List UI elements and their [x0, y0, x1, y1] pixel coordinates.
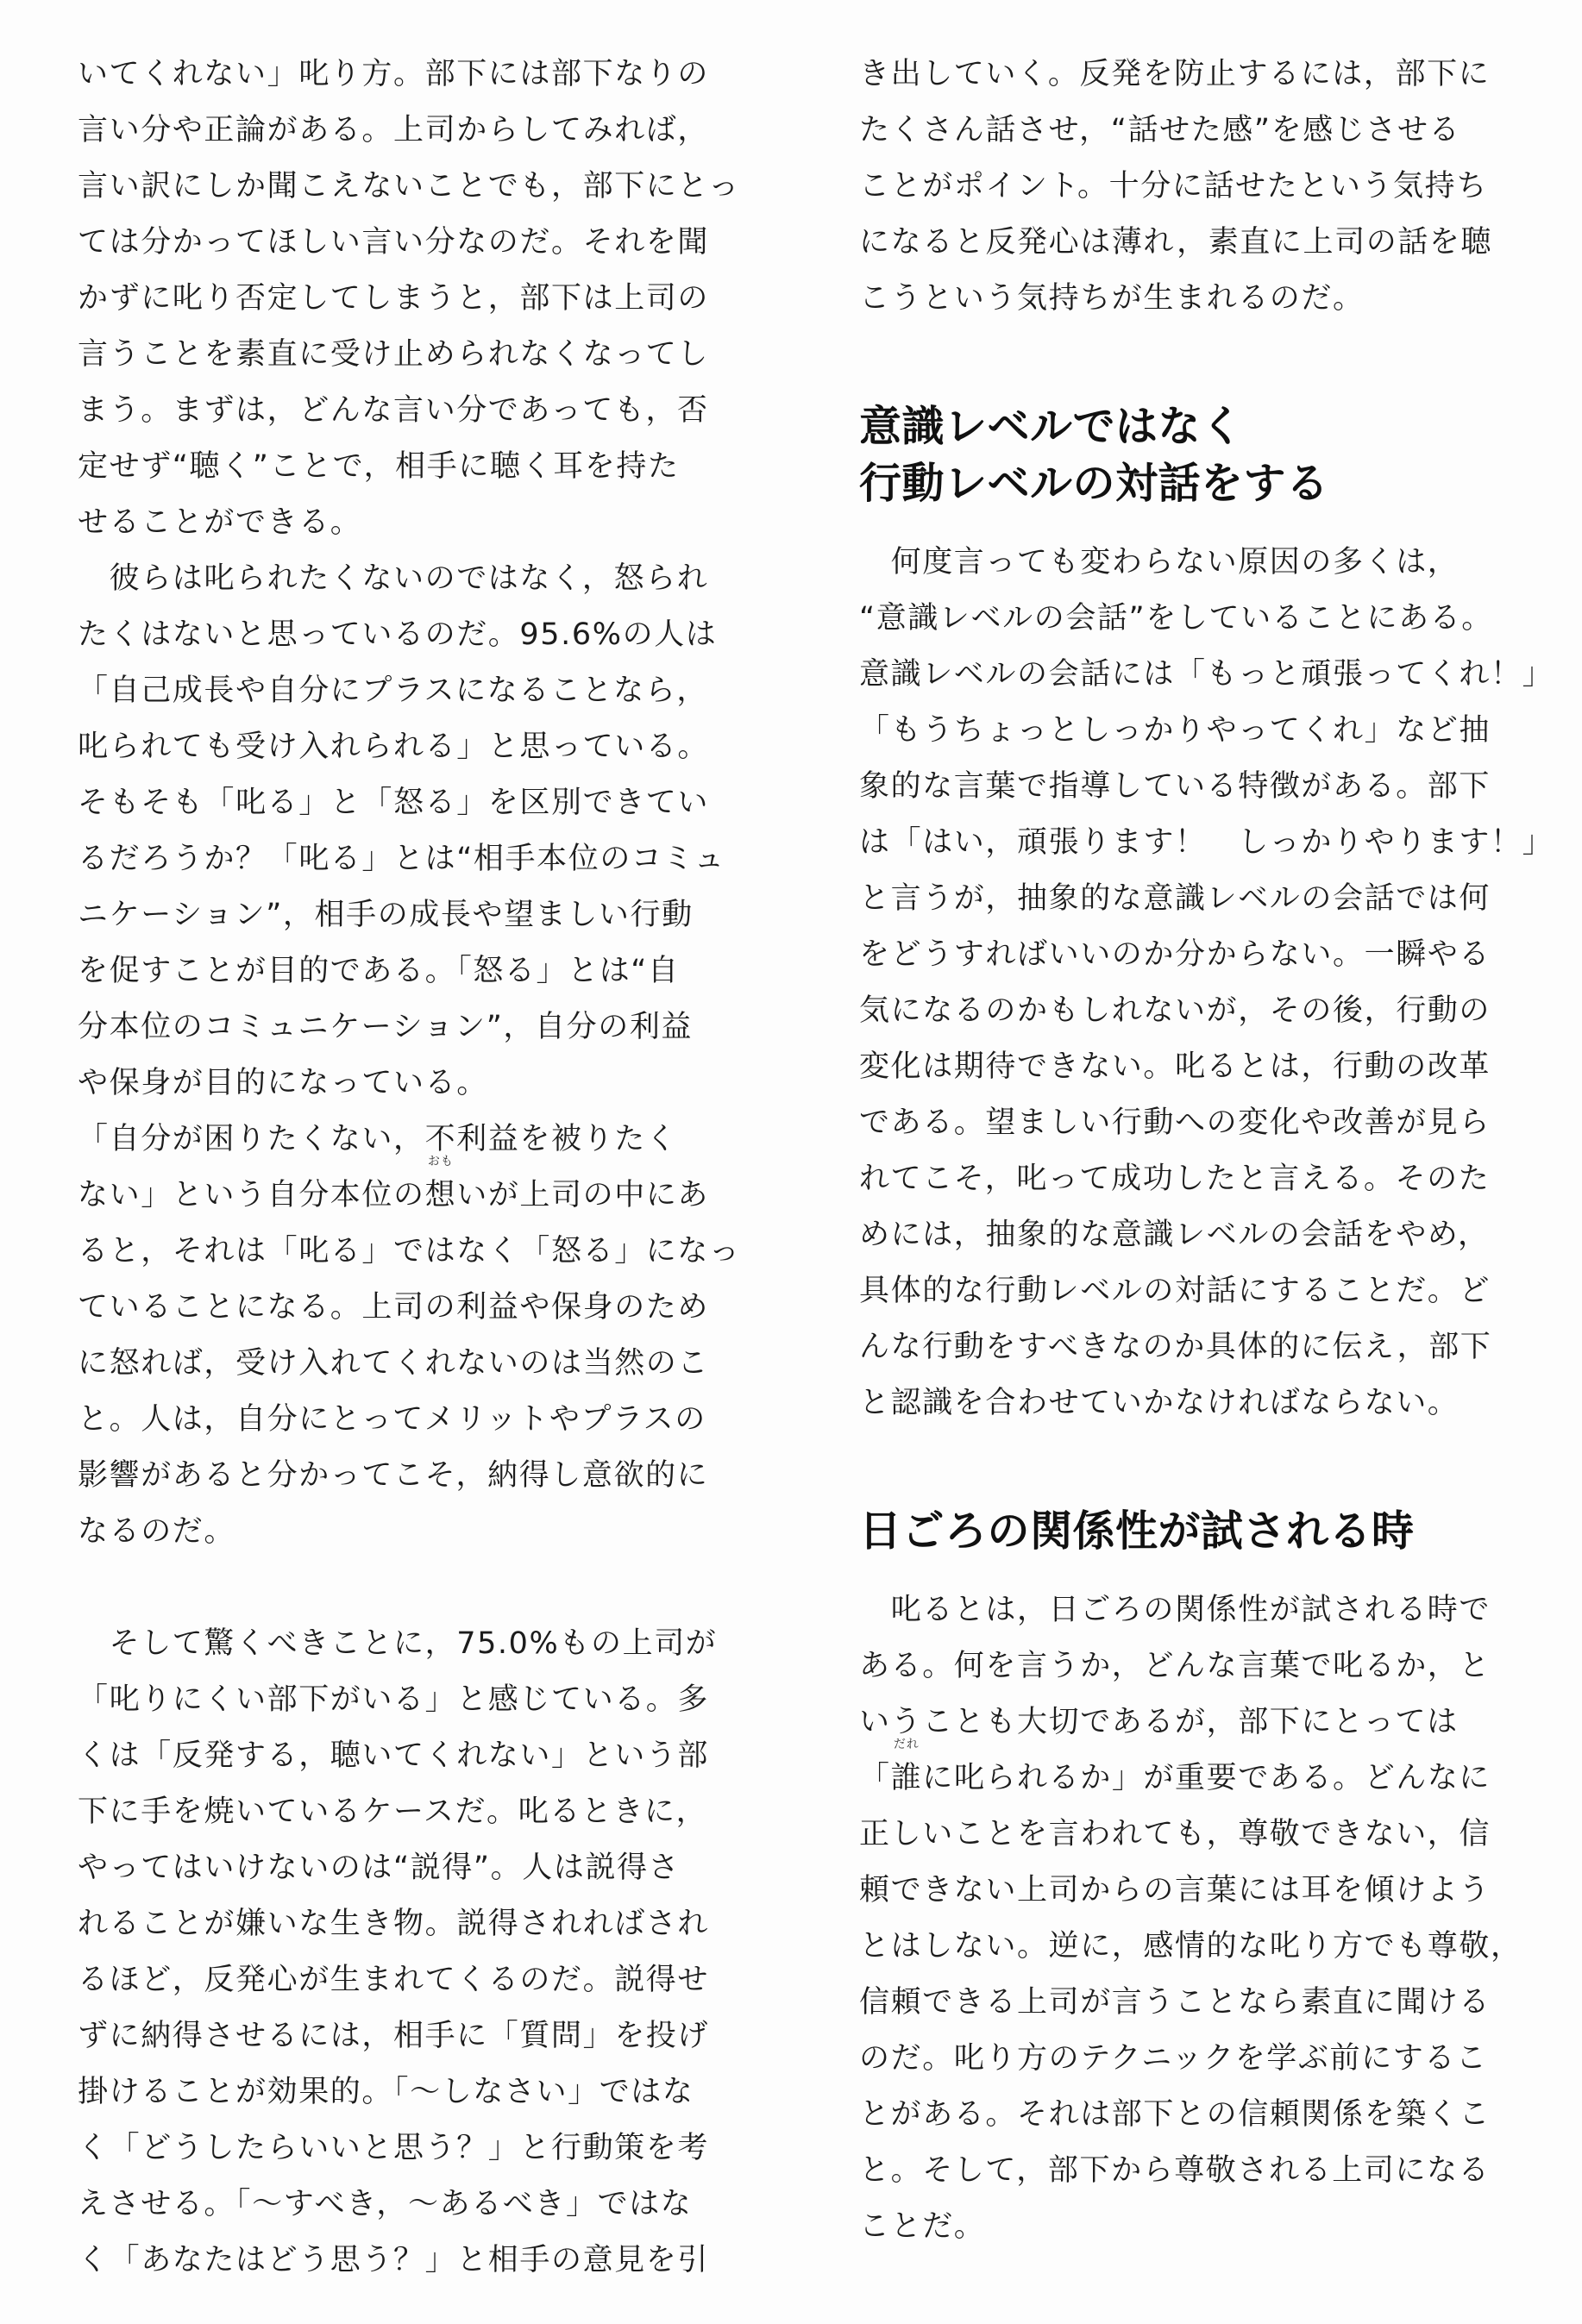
text-line: と認識を合わせていかなければならない。 — [859, 1386, 1460, 1420]
right-paragraph-3 — [859, 1582, 1546, 2255]
text-line: めには，抽象的な意識レベルの会話をやめ， — [859, 1218, 1490, 1252]
text-line: 象的な言葉で指導している特徴がある。部下 — [859, 769, 1491, 804]
text-line: 彼らは叱られたくないのではなく，怒られ — [78, 561, 709, 596]
text-line: と言うが，抽象的な意識レベルの会話では何 — [859, 881, 1491, 916]
text-line: たくさん話させ，“話せた感”を感じさせる — [859, 113, 1461, 147]
text-line: ことだ。 — [859, 2209, 986, 2244]
text-line: こうという気持ちが生まれるのだ。 — [859, 281, 1365, 316]
text-line: やってはいけないのは“説得”。人は説得さ — [78, 1851, 681, 1885]
text-line: く「あなたはどう思う？」と相手の意見を引 — [78, 2243, 710, 2277]
text-line: るほど，反発心が生まれてくるのだ。説得せ — [78, 1963, 710, 1997]
text-line: れてこそ，叱って成功したと言える。そのた — [859, 1162, 1491, 1196]
text-line: 正しいことを言われても，尊敬できない，信 — [859, 1817, 1491, 1851]
left-paragraph-1 — [78, 47, 764, 551]
ruby-word — [890, 1738, 923, 1807]
text-line: 「もうちょっとしっかりやってくれ」など抽 — [859, 713, 1491, 748]
text-line: せることができる。 — [78, 505, 362, 540]
section-spacer — [859, 327, 1546, 383]
text-line-with-ruby — [859, 1738, 1546, 1807]
text-line: である。望ましい行動への変化や改善が見ら — [859, 1106, 1491, 1140]
text-line: 叱るとは，日ごろの関係性が試される時で — [859, 1593, 1491, 1627]
text-line: かずに叱り否定してしまうと，部下は上司の — [78, 281, 710, 316]
section-spacer — [859, 1431, 1546, 1488]
text-line: 意識レベルの会話には「もっと頑張ってくれ！」 — [859, 657, 1554, 692]
ruby-base: 想 — [424, 1178, 457, 1212]
text-line: や保身が目的になっている。 — [78, 1066, 488, 1100]
text-line: えさせる。「〜すべき，〜あるべき」ではな — [78, 2187, 693, 2221]
text-line: 気になるのかもしれないが，その後，行動の — [859, 993, 1491, 1028]
text-line: 言い分や正論がある。上司からしてみれば， — [78, 113, 710, 147]
text-segment: 「 — [859, 1761, 891, 1795]
text-line: 「自分が困りたくない，不利益を被りたく — [78, 1122, 678, 1156]
text-line: そして驚くべきことに，75.0%もの上司が — [78, 1626, 718, 1661]
text-line: 何度言っても変わらない原因の多くは， — [859, 545, 1460, 579]
ruby-word — [424, 1155, 457, 1224]
text-line: ては分かってほしい言い分なのだ。それを聞 — [78, 225, 710, 260]
text-line: 影響があると分かってこそ，納得し意欲的に — [78, 1458, 709, 1493]
text-line: に怒れば，受け入れてくれないのは当然のこ — [78, 1346, 710, 1381]
text-line: ことがポイント。十分に話せたという気持ち — [859, 169, 1488, 204]
heading-line: 日ごろの関係性が試される時 — [859, 1507, 1415, 1556]
text-line: ると，それは「叱る」ではなく「怒る」になっ — [78, 1234, 741, 1268]
text-segment: ない」という自分本位の — [78, 1178, 425, 1212]
text-line: んな行動をすべきなのか具体的に伝え，部下 — [859, 1330, 1492, 1364]
right-paragraph-1 — [859, 47, 1546, 327]
text-line: “意識レベルの会話”をしていることにある。 — [859, 601, 1493, 636]
text-line: るだろうか？「叱る」とは“相手本位のコミュ — [78, 842, 726, 876]
text-line: 言うことを素直に受け止められなくなってし — [78, 337, 710, 372]
text-line: 「叱りにくい部下がいる」と感じている。多 — [78, 1682, 710, 1717]
text-line: 信頼できる上司が言うことなら素直に聞ける — [859, 1985, 1491, 2020]
text-line: とがある。それは部下との信頼関係を築くこ — [859, 2097, 1491, 2132]
text-line: は「はい，頑張ります！ しっかりやります！」 — [859, 825, 1554, 860]
text-line: ていることになる。上司の利益や保身のため — [78, 1290, 710, 1325]
left-paragraph-4 — [78, 1616, 764, 2289]
text-line: なるのだ。 — [78, 1514, 236, 1549]
paragraph-spacer — [78, 1560, 764, 1616]
text-line: まう。まずは，どんな言い分であっても，否 — [78, 393, 709, 428]
text-line: く「どうしたらいいと思う？」と行動策を考 — [78, 2131, 710, 2165]
text-line-with-ruby — [78, 1155, 764, 1224]
text-line: くは「反発する，聴いてくれない」という部 — [78, 1738, 710, 1773]
text-line: 「自己成長や自分にプラスになることなら， — [78, 673, 708, 708]
text-line: と。そして，部下から尊敬される上司になる — [859, 2153, 1491, 2188]
text-line: 掛けることが効果的。「〜しなさい」ではな — [78, 2075, 694, 2109]
section-heading-1 — [859, 398, 1546, 512]
text-segment: いが上司の中にあ — [456, 1178, 710, 1212]
right-paragraph-2 — [859, 535, 1554, 1431]
text-line: とはしない。逆に，感情的な叱り方でも尊敬， — [859, 1929, 1522, 1964]
text-line: 変化は期待できない。叱るとは，行動の改革 — [859, 1049, 1491, 1084]
ruby-base: 誰 — [890, 1761, 923, 1795]
text-line: 具体的な行動レベルの対話にすることだ。ど — [859, 1274, 1491, 1308]
left-column — [78, 47, 764, 2289]
ruby-reading: だれ — [893, 1738, 920, 1751]
text-line: をどうすればいいのか分からない。一瞬やる — [859, 937, 1491, 972]
text-line: を促すことが目的である。「怒る」とは“自 — [78, 954, 680, 988]
text-line: れることが嫌いな生き物。説得されればされ — [78, 1907, 710, 1941]
text-line: 頼できない上司からの言葉には耳を傾けよう — [859, 1873, 1491, 1907]
text-line: ニケーション”，相手の成長や望ましい行動 — [78, 898, 694, 932]
text-line: になると反発心は薄れ，素直に上司の話を聴 — [859, 225, 1493, 260]
text-line: と。人は，自分にとってメリットやプラスの — [78, 1402, 706, 1437]
text-line: 叱られても受け入れられる」と思っている。 — [78, 730, 710, 764]
text-line: 分本位のコミュニケーション”，自分の利益 — [78, 1010, 694, 1044]
text-line: き出していく。反発を防止するには，部下に — [859, 57, 1491, 91]
text-line: 下に手を焼いているケースだ。叱るときに， — [78, 1795, 708, 1829]
heading-line: 意識レベルではなく — [859, 402, 1244, 451]
text-line: ずに納得させるには，相手に「質問」を投げ — [78, 2019, 710, 2053]
text-line: のだ。叱り方のテクニックを学ぶ前にするこ — [859, 2041, 1488, 2076]
text-line: たくはないと思っているのだ。95.6%の人は — [78, 617, 718, 652]
text-line: 定せず“聴く”ことで，相手に聴く耳を持た — [78, 449, 680, 484]
right-column — [859, 47, 1554, 2255]
left-paragraph-2 — [78, 551, 764, 1112]
text-line: 言い訳にしか聞こえないことでも，部下にとっ — [78, 169, 740, 204]
left-paragraph-3 — [78, 1112, 764, 1560]
section-heading-2 — [859, 1503, 1546, 1560]
ruby-reading: おも — [427, 1155, 454, 1168]
heading-line: 行動レベルの対話をする — [859, 459, 1329, 508]
text-segment: に叱られるか」が重要である。どんなに — [922, 1761, 1491, 1795]
text-line: ある。何を言うか，どんな言葉で叱るか，と — [859, 1649, 1491, 1683]
text-line: いてくれない」叱り方。部下には部下なりの — [78, 57, 710, 91]
text-line: そもそも「叱る」と「怒る」を区別できてい — [78, 786, 710, 820]
text-line: いうことも大切であるが，部下にとっては — [859, 1705, 1459, 1739]
